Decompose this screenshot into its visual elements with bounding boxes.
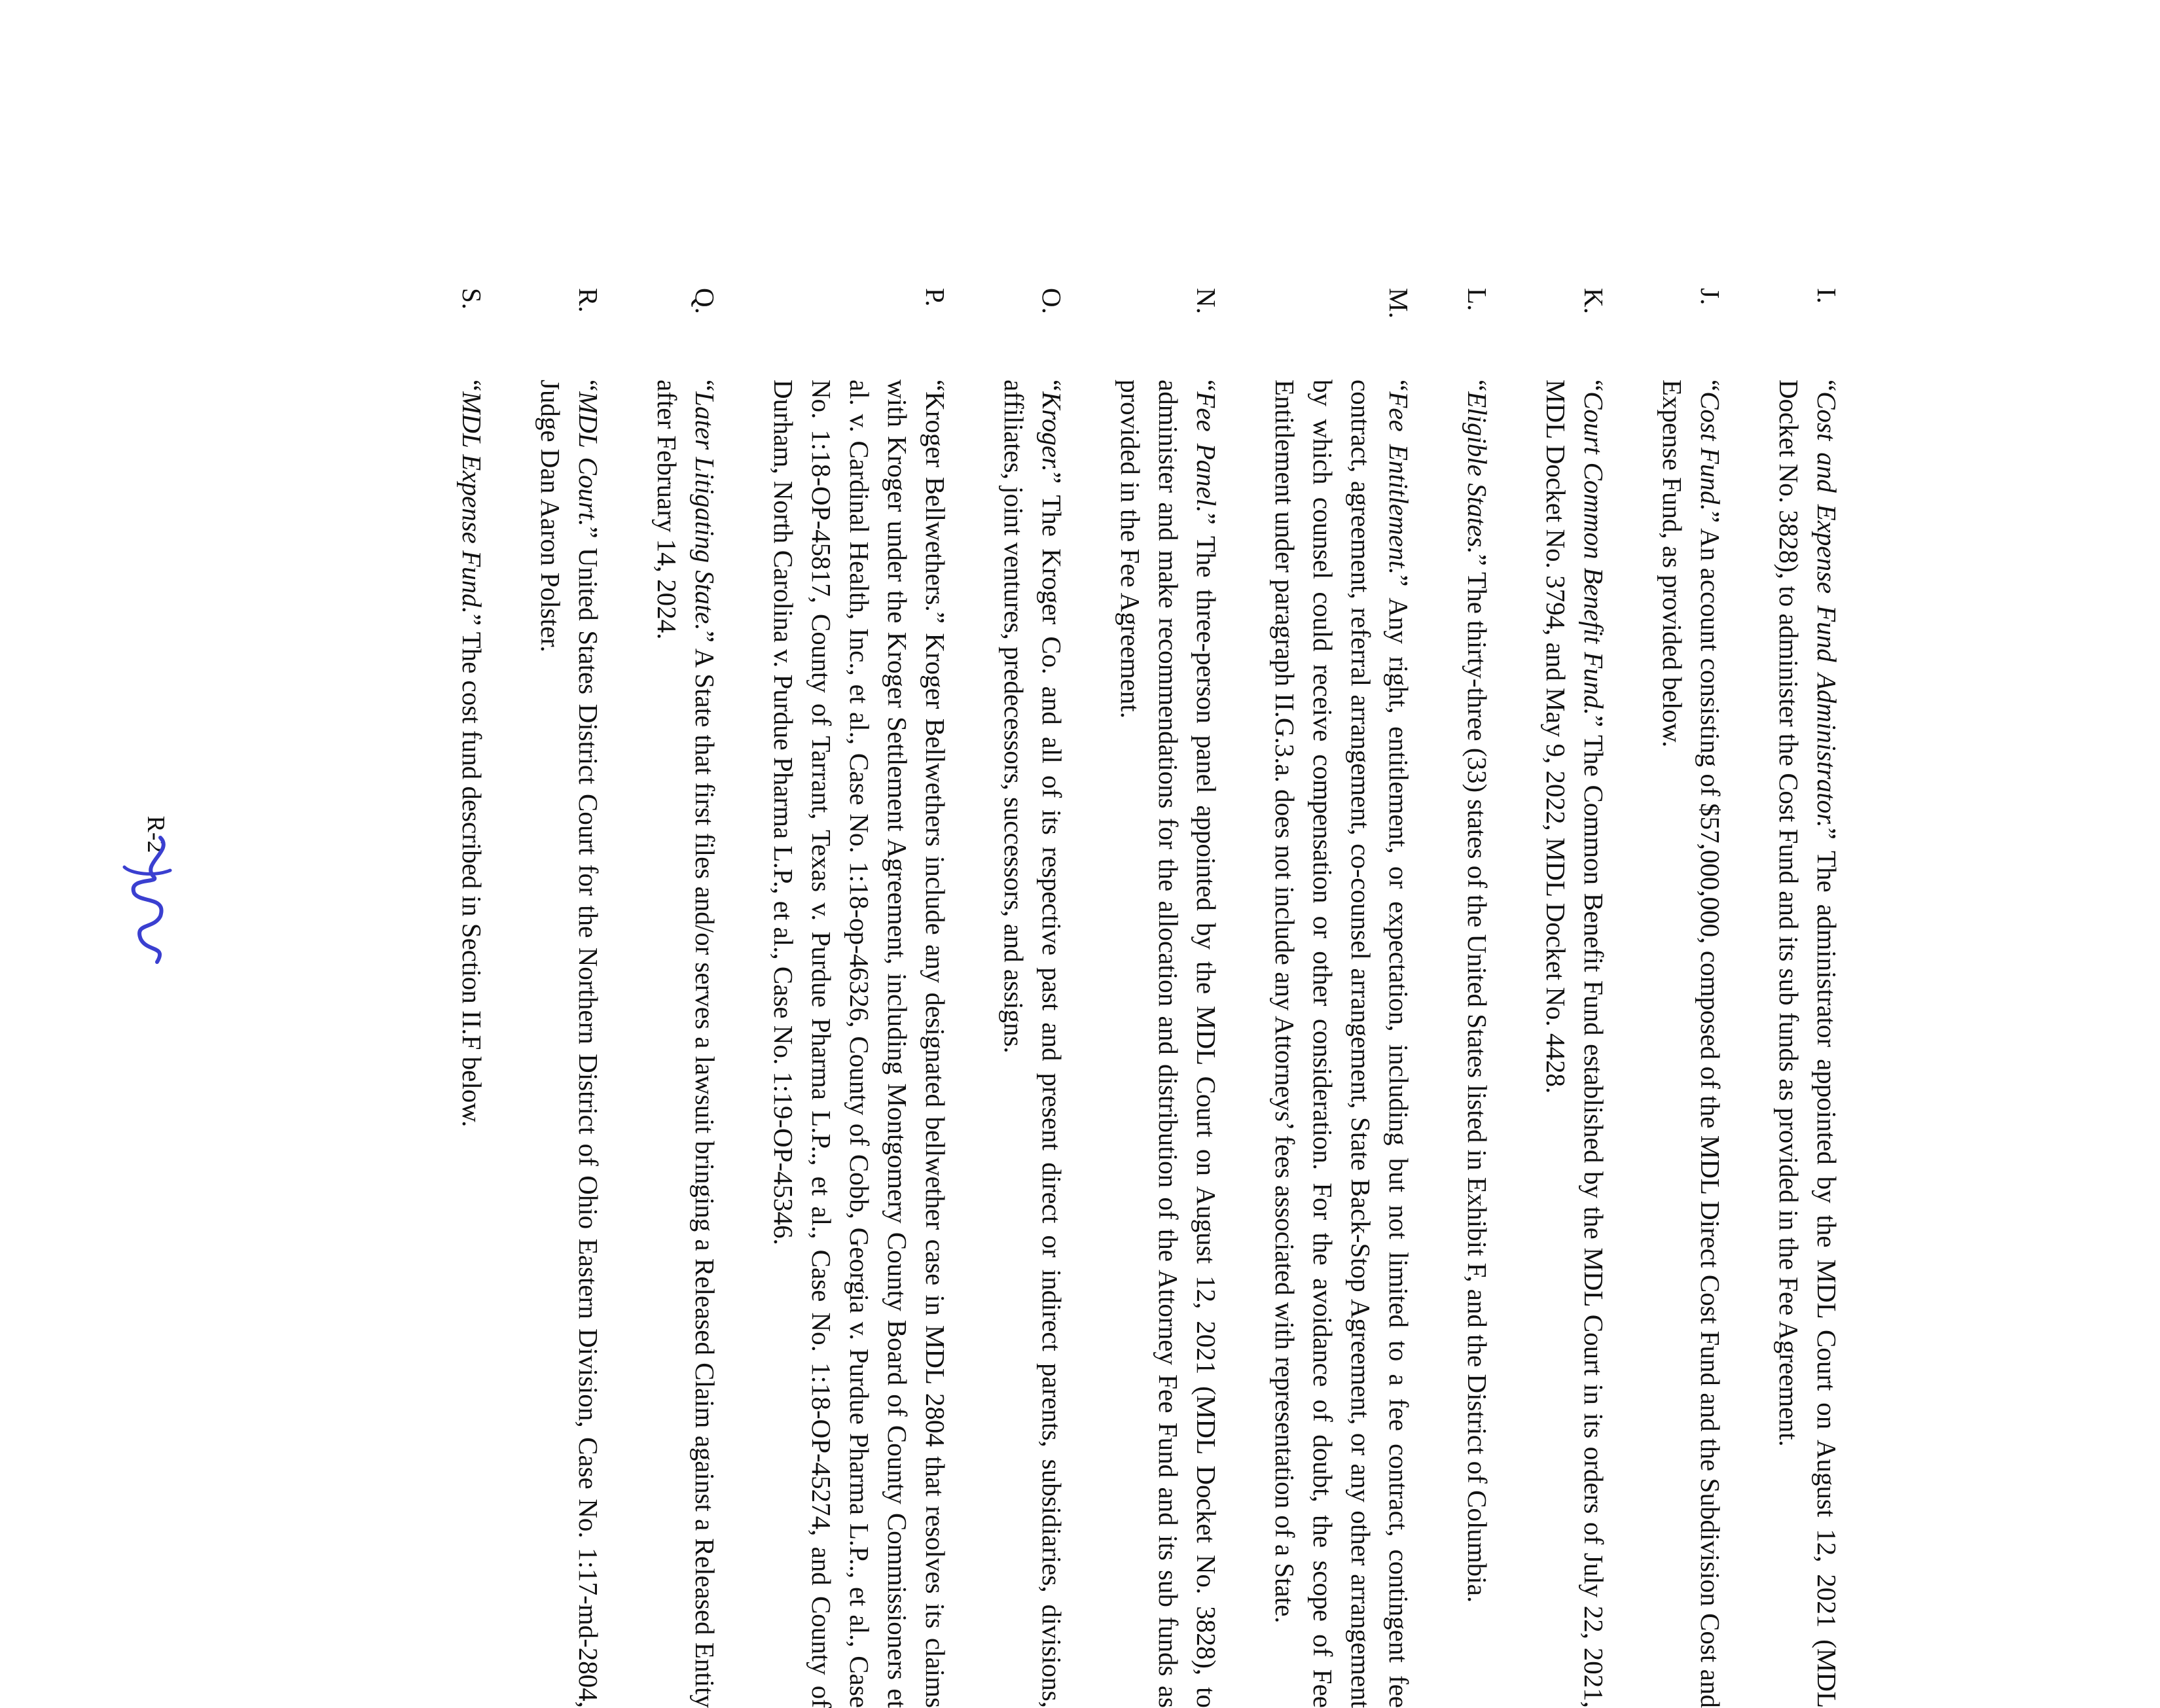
initials-signature <box>121 831 180 969</box>
definition-text: The cost fund described in Section II.F below. <box>457 626 487 1128</box>
item-letter: M. <box>1384 288 1414 319</box>
defined-term: Later Litigating State. <box>690 391 720 631</box>
item-letter: N. <box>1191 288 1221 314</box>
defined-term: Court Common Benefit Fund. <box>1579 391 1609 715</box>
item-letter: J. <box>1695 288 1725 306</box>
definition-item-i: I. “Cost and Expense Fund Administrator.” The administrator appointed by the MDL Court on August 12, 2021 (MDL Docket No. 3828), to administer the Cost Fund and its sub funds as provided in the Fee Agreement. <box>1770 288 1846 1708</box>
item-letter: Q. <box>690 288 720 314</box>
definition-item-n: N. “Fee Panel.” The three-person panel appointed by the MDL Court on August 12, 2021 (MDL Docket No. 3828), to administer and make recommendations for the allocation and distribution of the Attorney Fee Fund and its sub funds as provided in the Fee Agreement. <box>1111 288 1225 1708</box>
definition-text: An account consisting of $57,000,000, composed of the MDL Direct Cost Fund and the Subdivision Cost and Expense Fund, as provided below. <box>1657 380 1725 1708</box>
definition-item-j: J. “Cost Fund.” An account consisting of $57,000,000, composed of the MDL Direct Cost Fund and the Subdivision Cost and Expense Fund, as provided below. <box>1653 288 1729 1708</box>
definition-text: The thirty-three (33) states of the United States listed in Exhibit F, and the District of Columbia. <box>1462 565 1492 1603</box>
definition-item-l: L. “Eligible States.” The thirty-three (33) states of the United States listed in Exhibit F, and the District of Columbia. <box>1458 288 1496 1708</box>
defined-term: MDL Expense Fund. <box>457 391 487 614</box>
definition-text: A State that first files and/or serves a lawsuit bringing a Released Claim against a Released Entity after February 14, 2024. <box>652 380 720 1708</box>
defined-term: Cost Fund. <box>1695 391 1725 511</box>
defined-term: Eligible States. <box>1462 391 1492 554</box>
definition-text: The administrator appointed by the MDL Court on August 12, 2021 (MDL Docket No. 3828), to administer the Cost Fund and its sub funds as provided in the Fee Agreement. <box>1774 380 1842 1708</box>
item-letter: S. <box>457 288 487 310</box>
definition-text: The three-person panel appointed by the MDL Court on August 12, 2021 (MDL Docket No. 3828), to administer and make recommendations for the allocation and distribution of the Attorney Fee Fund and its sub funds as provided in the Fee Agreement. <box>1115 380 1221 1708</box>
definition-text: The Common Benefit Fund established by the MDL Court in its orders of July 22, 2021, MDL Docket No. 3794, and May 9, 2022, MDL Docket No. 4428. <box>1541 380 1609 1708</box>
definition-text: Any right, entitlement, or expectation, including but not limited to a fee contract, contingent fee contract, agreement, referral arrangement, co-counsel arrangement, State Back-Stop Agreement, or any other arrangement by which counsel could receive compensation or other consideration. For the avoidance of doubt, the scope of Fee Entitlement under paragraph II.G.3.a. does not include any Attorneys’ fees associated with representation of a State. <box>1270 380 1414 1708</box>
definition-item-s: S. “MDL Expense Fund.” The cost fund described in Section II.F below. <box>453 288 491 1708</box>
definition-item-o: O. “Kroger.” The Kroger Co. and all of its respective past and present direct or indirect parents, subsidiaries, divisions, affiliates, joint ventures, predecessors, successors, and assigns. <box>995 288 1071 1708</box>
definition-item-p: P. “Kroger Bellwethers.” Kroger Bellwethers include any designated bellwether case in MDL 2804 that resolves its claims with Kroger under the Kroger Settlement Agreement, including Montgomery County Board of County Commissioners et al. v. Cardinal Health, Inc., et al., Case No. 1:18-op-46326, County of Cobb, Georgia v. Purdue Pharma L.P.., et al., Case No. 1:18-OP-45817, County of Tarrant, Texas v. Purdue Pharma L.P.., et al., Case No. 1:18-OP-45274, and County of Durham, North Carolina v. Purdue Pharma L.P., et al., Case No. 1:19-OP-45346. <box>765 288 954 1708</box>
definition-text: The Kroger Co. and all of its respective past and present direct or indirect parents, subsidiaries, divisions, affiliates, joint ventures, predecessors, successors, and assigns. <box>999 380 1067 1708</box>
definition-item-k: K. “Court Common Benefit Fund.” The Common Benefit Fund established by the MDL Court in its orders of July 22, 2021, MDL Docket No. 3794, and May 9, 2022, MDL Docket No. 4428. <box>1537 288 1613 1708</box>
item-letter: I. <box>1812 288 1842 304</box>
item-letter: P. <box>920 288 950 307</box>
defined-term: Kroger. <box>1037 391 1067 472</box>
item-letter: O. <box>1037 288 1067 314</box>
defined-term: MDL Court. <box>573 391 603 527</box>
definition-text: Kroger Bellwethers.” Kroger Bellwethers include any designated bellwether case in MDL 2804 that resolves its claims with Kroger under the Kroger Settlement Agreement, including Montgomery County Board of County Commissioners et al. v. Cardinal Health, Inc., et al., Case No. 1:18-op-46326, County of Cobb, Georgia v. Purdue Pharma L.P.., et al., Case No. 1:18-OP-45817, County of Tarrant, Texas v. Purdue Pharma L.P.., et al., Case No. 1:18-OP-45274, and County of Durham, North Carolina v. Purdue Pharma L.P., et al., Case No. 1:19-OP-45346. <box>768 380 950 1708</box>
page-number: R-2 <box>142 815 170 853</box>
item-letter: K. <box>1579 288 1609 314</box>
defined-term: Fee Entitlement. <box>1384 391 1414 575</box>
definition-item-m: M. “Fee Entitlement.” Any right, entitlement, or expectation, including but not limited to a fee contract, contingent fee contract, agreement, referral arrangement, co-counsel arrangement, State Back-Stop Agreement, or any other arrangement by which counsel could receive compensation or other consideration. For the avoidance of doubt, the scope of Fee Entitlement under paragraph II.G.3.a. does not include any Attorneys’ fees associated with representation of a State. <box>1266 288 1418 1708</box>
definitions-list <box>412 288 1846 1708</box>
definition-item-q: Q. “Later Litigating State.” A State that first files and/or serves a lawsuit bringing a Released Claim against a Released Entity after February 14, 2024. <box>648 288 724 1708</box>
item-letter: L. <box>1462 288 1492 311</box>
defined-term: Fee Panel. <box>1191 391 1221 513</box>
definition-item-r: R. “MDL Court.” United States District Court for the Northern District of Ohio Eastern Division, Case No. 1:17-md-2804, Judge Dan Aaron Polster. <box>531 288 607 1708</box>
defined-term: Cost and Expense Fund Administrator. <box>1812 391 1842 828</box>
definition-text: United States District Court for the Northern District of Ohio Eastern Division, Case No. 1:17-md-2804, Judge Dan Aaron Polster. <box>535 380 603 1708</box>
item-letter: R. <box>573 288 603 313</box>
